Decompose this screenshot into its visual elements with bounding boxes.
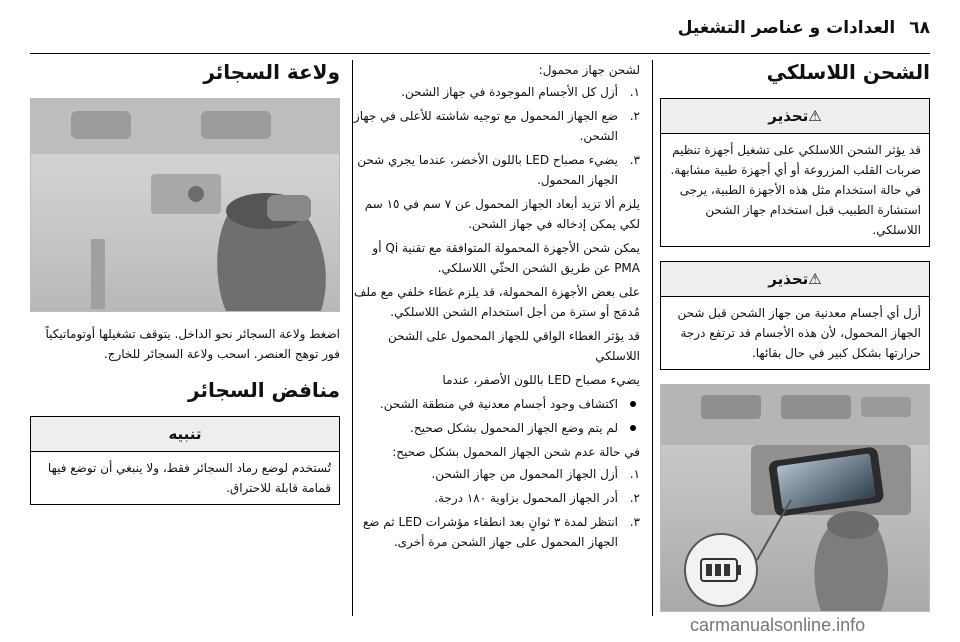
notice-box bbox=[30, 416, 340, 505]
charging-steps-list bbox=[350, 82, 640, 190]
bullet-icon bbox=[630, 401, 636, 407]
list-item bbox=[350, 82, 640, 102]
step-number: ١. bbox=[629, 85, 640, 99]
ashtrays-heading: منافض السجائر bbox=[188, 378, 340, 402]
bullet-text: اكتشاف وجود أجسام معدنية في منطقة الشحن. bbox=[379, 397, 618, 411]
charging-steps-column bbox=[350, 60, 640, 556]
page-number: ٦٨ bbox=[909, 18, 930, 38]
watermark: carmanualsonline.info bbox=[690, 615, 866, 635]
step-text: ضع الجهاز المحمول مع توجيه شاشته للأعلى في جهاز الشحن. bbox=[353, 109, 618, 143]
list-item bbox=[350, 394, 640, 414]
notice-title: تنبيه bbox=[31, 417, 339, 452]
wireless-charging-column bbox=[660, 60, 930, 612]
step-text: أزل كل الأجسام الموجودة في جهاز الشحن. bbox=[401, 85, 618, 99]
list-item bbox=[350, 488, 640, 508]
header-rule bbox=[30, 53, 930, 54]
warning-title: ⚠تحذير bbox=[661, 99, 929, 134]
list-item bbox=[350, 418, 640, 438]
step-number: ٢. bbox=[629, 491, 640, 505]
wireless-charging-heading: الشحن اللاسلكي bbox=[766, 60, 930, 84]
lighter-instructions: اضغط ولاعة السجائر نحو الداخل. يتوقف تشغيلها أوتوماتيكياً فور توهج العنصر. اسحب ولاعة السجائر للخارج. bbox=[45, 327, 340, 361]
incorrect-charging-intro: في حالة عدم شحن الجهاز المحمول بشكل صحيح: bbox=[392, 445, 640, 459]
warning-box-pacemaker bbox=[660, 98, 930, 247]
yellow-led-paragraph: يضيء مصباح LED باللون الأصفر، عندما bbox=[442, 373, 640, 387]
page-header bbox=[30, 16, 930, 50]
gear-shifter-illustration bbox=[31, 99, 339, 311]
list-item bbox=[350, 106, 640, 146]
step-text: يضيء مصباح LED باللون الأخضر، عندما يجري شحن الجهاز المحمول. bbox=[357, 153, 618, 187]
column-divider bbox=[352, 60, 353, 616]
bullet-text: لم يتم وضع الجهاز المحمول بشكل صحيح. bbox=[410, 421, 618, 435]
warning-box-metal bbox=[660, 261, 930, 370]
bullet-icon bbox=[630, 425, 636, 431]
list-item bbox=[350, 512, 640, 552]
cover-paragraph: على بعض الأجهزة المحمولة، قد يلزم غطاء خلفي مع ملف مُدمَج أو سترة من أجل استخدام الشحن اللاسلكي. bbox=[353, 285, 640, 319]
step-number: ٣. bbox=[629, 515, 640, 529]
column-divider bbox=[652, 60, 653, 616]
header-text bbox=[664, 18, 930, 38]
cigarette-lighter-column bbox=[30, 60, 340, 505]
cigarette-lighter-photo bbox=[30, 98, 340, 312]
notice-text: تُستخدم لوضع رماد السجائر فقط، ولا ينبغي أن توضع فيها قمامة قابلة للاحتراق. bbox=[47, 461, 331, 495]
size-paragraph: يلزم ألا تزيد أبعاد الجهاز المحمول عن ٧ سم في ١٥ سم لكي يمكن إدخاله في جهاز الشحن. bbox=[364, 197, 640, 231]
charging-intro: لشحن جهاز محمول: bbox=[538, 63, 640, 77]
incorrect-charging-steps bbox=[350, 464, 640, 552]
step-number: ١. bbox=[629, 467, 640, 481]
step-text: أدر الجهاز المحمول بزاوية ١٨٠ درجة. bbox=[434, 491, 618, 505]
list-item bbox=[350, 150, 640, 190]
list-item bbox=[350, 464, 640, 484]
warning-title: ⚠تحذير bbox=[661, 262, 929, 297]
case-paragraph: قد يؤثر الغطاء الواقي للجهاز المحمول على الشحن اللاسلكي bbox=[387, 329, 640, 363]
section-title: العدادات و عناصر التشغيل bbox=[677, 18, 896, 38]
step-text: أزل الجهاز المحمول من جهاز الشحن. bbox=[431, 467, 618, 481]
step-number: ٣. bbox=[629, 153, 640, 167]
warning-text: أزل أي أجسام معدنية من جهاز الشحن قبل شحن الجهاز المحمول، لأن هذه الأجسام قد ترتفع درجة حرارتها بشكل كبير في حال بقائها. bbox=[677, 306, 921, 360]
step-text: انتظر لمدة ٣ ثوانٍ بعد انطفاء مؤشرات LED ثم ضع الجهاز المحمول على جهاز الشحن مرة أخرى. bbox=[362, 515, 618, 549]
cigarette-lighter-heading: ولاعة السجائر bbox=[203, 60, 340, 84]
yellow-led-bullets bbox=[350, 394, 640, 438]
step-number: ٢. bbox=[629, 109, 640, 123]
wireless-charger-photo bbox=[660, 384, 930, 612]
wireless-charger-illustration bbox=[661, 385, 929, 611]
compatibility-paragraph: يمكن شحن الأجهزة المحمولة المتوافقة مع تقنية Qi أو PMA عن طريق الشحن الحثّي اللاسلكي. bbox=[372, 241, 640, 275]
warning-text: قد يؤثر الشحن اللاسلكي على تشغيل أجهزة تنظيم ضربات القلب المزروعة أو أي أجهزة طبية مشابهة. في حالة استخدام مثل هذه الأجهزة الطبية، يرجى استشارة الطبيب قبل استخدام جهاز الشحن اللاسلكي. bbox=[670, 143, 921, 237]
